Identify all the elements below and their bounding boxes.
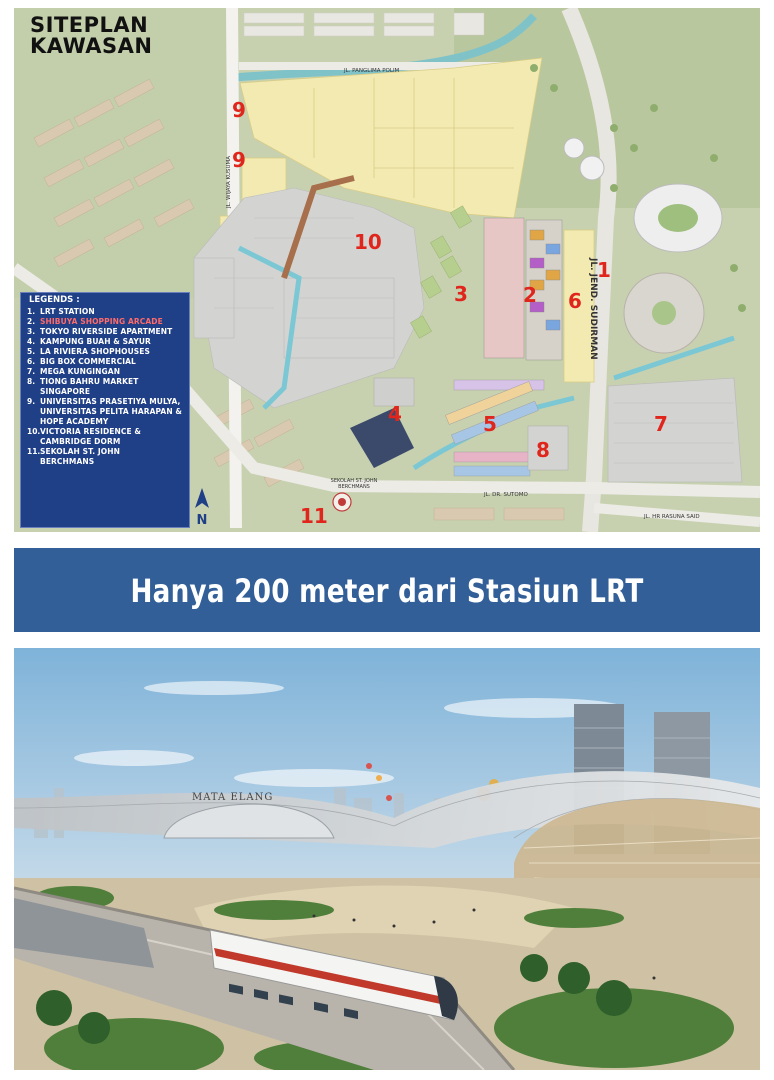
map-number-3: 3 bbox=[454, 282, 468, 306]
road-label-hr-rasuna-said: JL. HR RASUNA SAID bbox=[644, 514, 700, 520]
legend-item-text: TIONG BAHRU MARKET bbox=[40, 377, 139, 386]
lrt-station-rendering bbox=[14, 648, 760, 1070]
legend-item-text: LRT STATION bbox=[40, 307, 95, 316]
legend-item-number: 6. bbox=[27, 357, 36, 366]
legend-list bbox=[27, 307, 187, 467]
legend-item-text: CAMBRIDGE DORM bbox=[40, 437, 121, 446]
map-number-11: 11 bbox=[300, 504, 328, 528]
legend-item-number: 11. bbox=[27, 447, 41, 456]
legend-item-text: LA RIVIERA SHOPHOUSES bbox=[40, 347, 150, 356]
legend-item bbox=[27, 387, 187, 397]
legend-item-number: 8. bbox=[27, 377, 36, 386]
north-arrow-icon bbox=[192, 486, 212, 528]
legend-item bbox=[27, 337, 187, 347]
legend-item-text: SHIBUYA SHOPPING ARCADE bbox=[40, 317, 163, 326]
legend-title: LEGENDS : bbox=[29, 295, 80, 305]
legend-item-number bbox=[27, 407, 40, 417]
legend-item bbox=[27, 367, 187, 377]
legend-item bbox=[27, 417, 187, 427]
legend-item bbox=[27, 427, 187, 437]
legend-item-text: SEKOLAH ST. JOHN bbox=[40, 447, 121, 456]
road-label-panglima-polim: JL. PANGLIMA POLIM bbox=[344, 68, 400, 74]
legend-item-text: SINGAPORE bbox=[40, 387, 91, 396]
legend-item-number: 1. bbox=[27, 307, 36, 316]
siteplan-title-line2: KAWASAN bbox=[30, 34, 153, 58]
legend-item-number bbox=[27, 437, 40, 447]
legend-item bbox=[27, 377, 187, 387]
legend-item bbox=[27, 347, 187, 357]
legend-item-number: 9. bbox=[27, 397, 36, 406]
legend-item-text: HOPE ACADEMY bbox=[40, 417, 109, 426]
map-number-5: 5 bbox=[483, 412, 497, 436]
map-number-7: 7 bbox=[654, 412, 668, 436]
legend-item bbox=[27, 407, 187, 417]
station-sign: MATA ELANG bbox=[192, 792, 274, 803]
map-number-6: 6 bbox=[568, 289, 582, 313]
legend-item-text: VICTORIA RESIDENCE & bbox=[40, 427, 142, 436]
map-number-2: 2 bbox=[523, 283, 537, 307]
legend-item-text: MEGA KUNGINGAN bbox=[40, 367, 121, 376]
legend-item bbox=[27, 437, 187, 447]
map-number-10: 10 bbox=[354, 230, 382, 254]
road-label-jend-sudirman: JL. JEND. SUDIRMAN bbox=[588, 258, 598, 360]
banner-headline: Hanya 200 meter dari Stasiun LRT bbox=[130, 572, 644, 610]
legend-item bbox=[27, 357, 187, 367]
legend-item-text: TOKYO RIVERSIDE APARTMENT bbox=[40, 327, 173, 336]
legend-item-text: UNIVERSITAS PRASETIYA MULYA, bbox=[40, 397, 181, 406]
siteplan-map bbox=[14, 8, 760, 532]
legend-item bbox=[27, 447, 187, 457]
legend-item-number: 7. bbox=[27, 367, 36, 376]
road-label-wijaya-kusuma: JL. WIJAYA KUSUMA bbox=[226, 155, 232, 208]
map-number-9b: 9 bbox=[232, 148, 246, 172]
legend-item-text: KAMPUNG BUAH & SAYUR bbox=[40, 337, 151, 346]
legend-item-number bbox=[27, 387, 40, 397]
legend-item-number: 4. bbox=[27, 337, 36, 346]
legend-item-number: 2. bbox=[27, 317, 36, 326]
legend-item-number bbox=[27, 457, 40, 467]
legend-item-number bbox=[27, 417, 40, 427]
legend-panel bbox=[20, 292, 190, 528]
legend-item-text: BIG BOX COMMERCIAL bbox=[40, 357, 136, 366]
legend-item-number: 5. bbox=[27, 347, 36, 356]
siteplan-title-line1: SITEPLAN bbox=[30, 13, 149, 37]
legend-item-number: 10. bbox=[27, 427, 41, 436]
school-label: SEKOLAH ST. JOHN BERCHMANS bbox=[330, 478, 378, 490]
legend-item-text: UNIVERSITAS PELITA HARAPAN & bbox=[40, 407, 183, 416]
legend-item bbox=[27, 307, 187, 317]
legend-item-number: 3. bbox=[27, 327, 36, 336]
map-number-9a: 9 bbox=[232, 98, 246, 122]
map-number-1: 1 bbox=[597, 258, 611, 282]
headline-banner bbox=[14, 548, 760, 632]
map-number-4: 4 bbox=[388, 402, 402, 426]
map-number-8: 8 bbox=[536, 438, 550, 462]
legend-item-text: BERCHMANS bbox=[40, 457, 95, 466]
legend-item bbox=[27, 327, 187, 337]
compass-letter: N bbox=[196, 513, 208, 528]
road-label-dr-sutomo: JL. DR. SUTOMO bbox=[484, 492, 528, 498]
legend-item bbox=[27, 397, 187, 407]
station-illustration bbox=[14, 648, 760, 1070]
legend-item bbox=[27, 317, 187, 327]
legend-item bbox=[27, 457, 187, 467]
